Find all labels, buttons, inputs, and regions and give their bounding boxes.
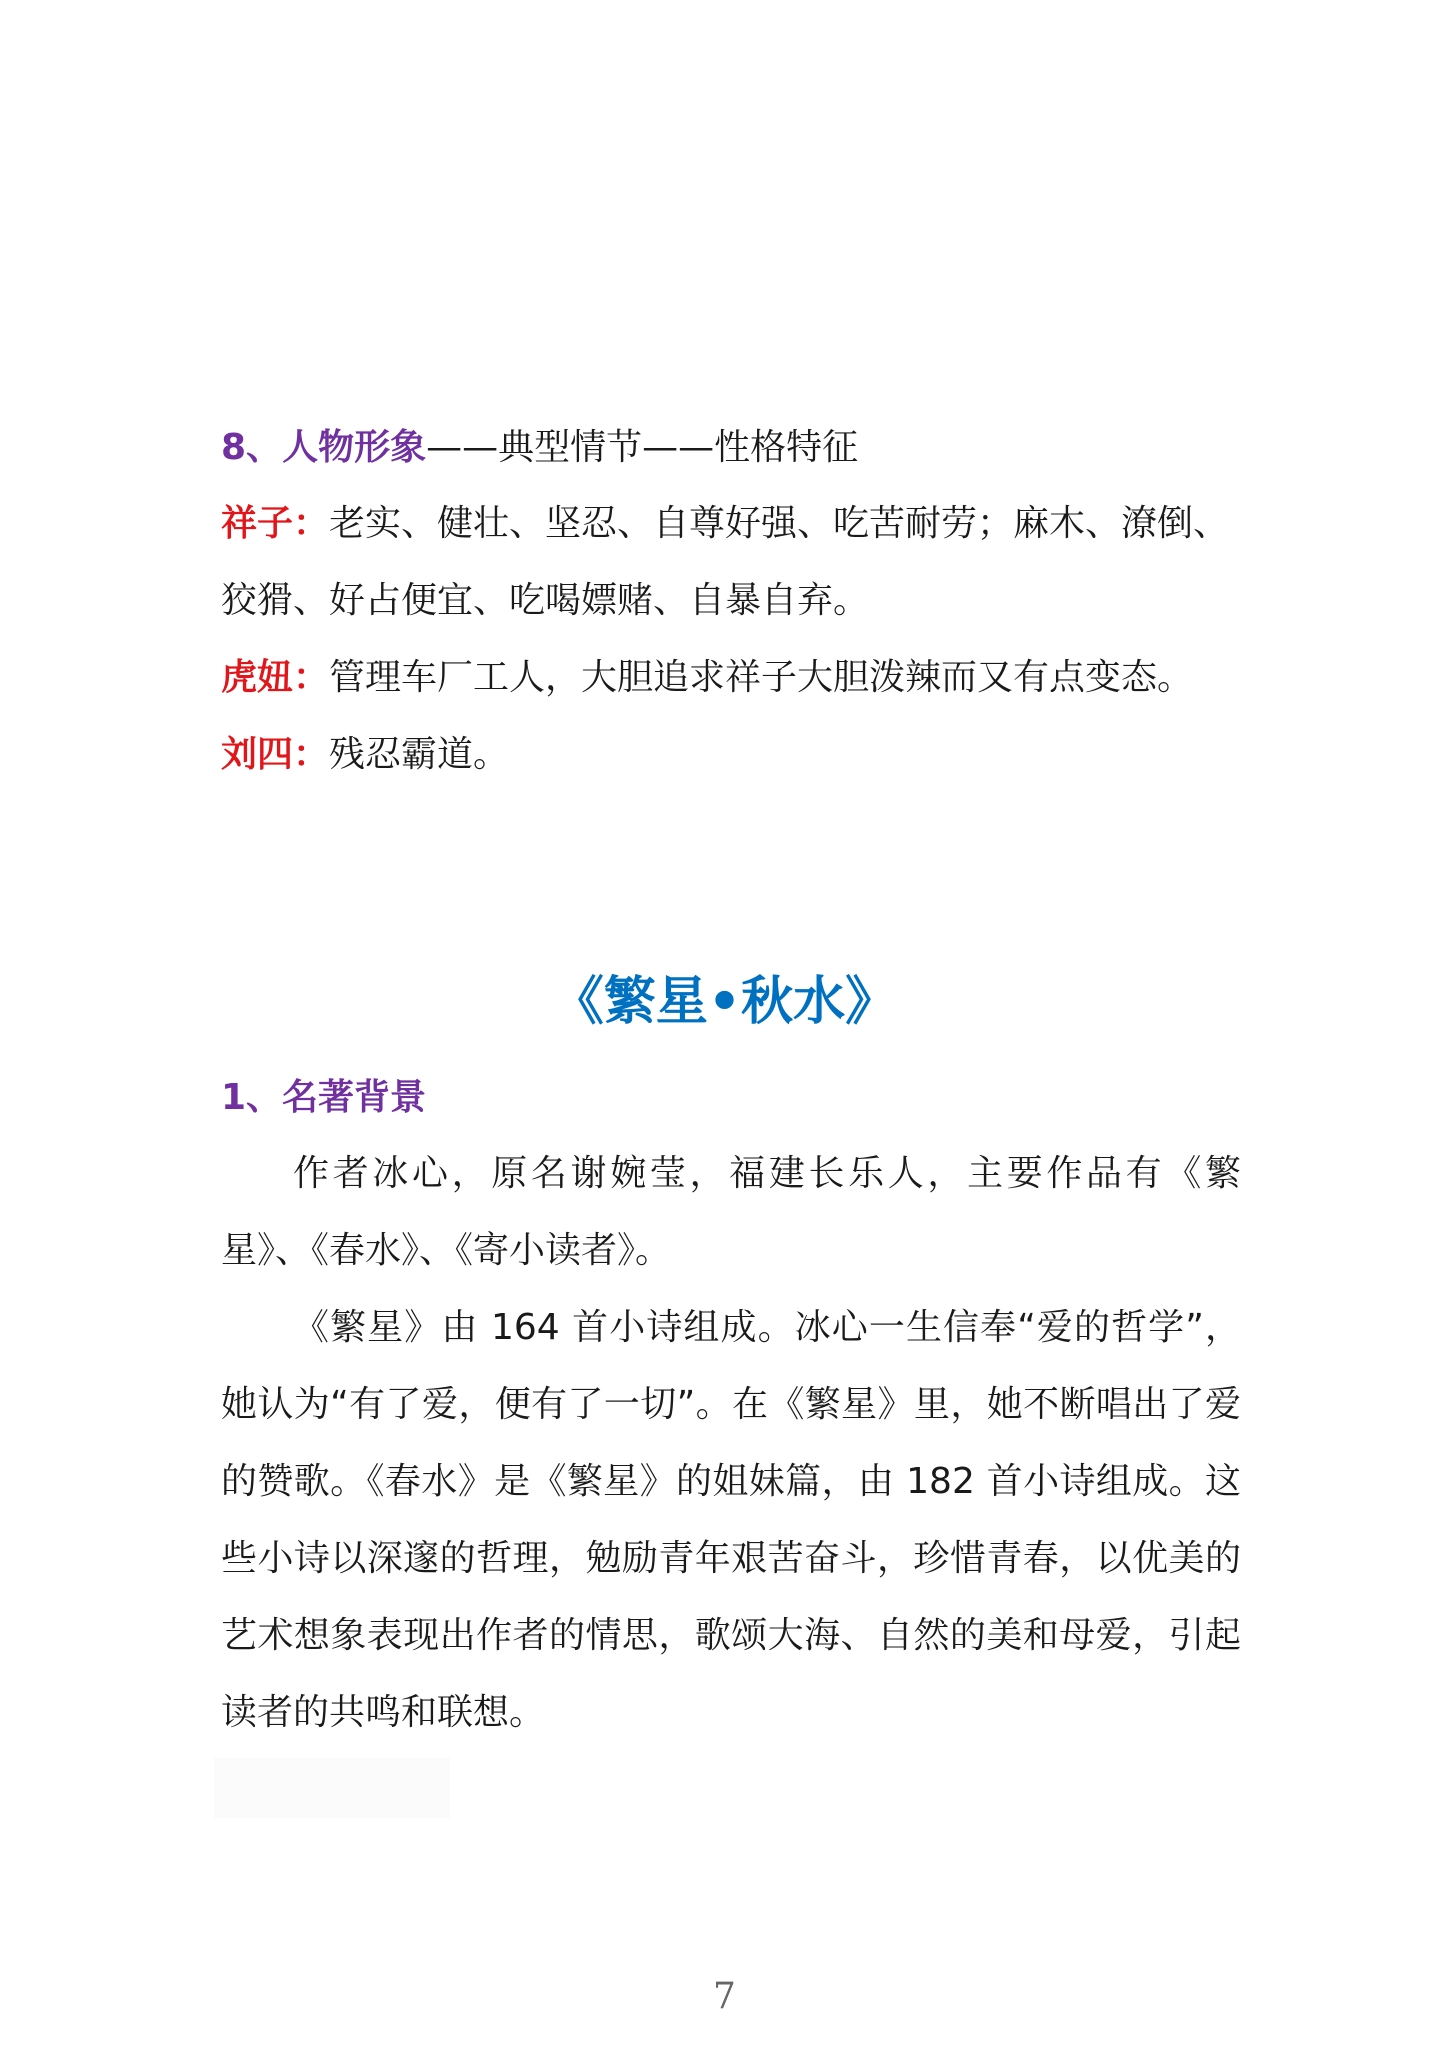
section-8-number: 8、 xyxy=(221,427,283,468)
character-traits-huniu: 管理车厂工人，大胆追求祥子大胆泼辣而又有点变态。 xyxy=(329,657,1194,698)
character-liusi xyxy=(221,735,1241,775)
section-8-subtitle: ——典型情节——性格特征 xyxy=(426,427,859,468)
section-8-title: 人物形象 xyxy=(282,427,427,468)
character-traits-liusi: 残忍霸道。 xyxy=(329,734,510,775)
character-traits-xiangzi-line2: 狡猾、好占便宜、吃喝嫖赌、自暴自弃。 xyxy=(221,580,870,621)
section-1-heading: 1、名著背景 xyxy=(221,1077,427,1118)
page-number: 7 xyxy=(713,1976,736,2017)
character-xiangzi-continued xyxy=(221,581,1241,621)
character-traits-xiangzi-line1: 老实、健壮、坚忍、自尊好强、吃苦耐劳；麻木、潦倒、 xyxy=(329,503,1230,544)
paragraph-fanxing-description: 《繁星》由 164 首小诗组成。冰心一生信奉“爱的哲学”，她认为“有了爱，便有了一切”。在《繁星》里，她不断唱出了爱的赞歌。《春水》是《繁星》的姐妹篇，由 182 首小诗组成。这些小诗以深邃的哲理，勉励青年艰苦奋斗，珍惜青春，以优美的艺术想象表现出作者的情思，歌颂大海、自然的美和母爱，引起读者的共鸣和联想。 xyxy=(221,1307,1241,1733)
paragraph-author-background: 作者冰心，原名谢婉莹，福建长乐人，主要作品有《繁星》、《春水》、《寄小读者》。 xyxy=(221,1153,1241,1271)
character-xiangzi xyxy=(221,504,1241,544)
section-8-heading xyxy=(221,428,1241,468)
character-name-xiangzi: 祥子： xyxy=(221,503,330,544)
character-name-liusi: 刘四： xyxy=(221,734,330,775)
book-title: 《繁星•秋水》 xyxy=(551,972,898,1032)
character-name-huniu: 虎妞： xyxy=(221,657,330,698)
character-huniu xyxy=(221,658,1241,698)
faint-mark xyxy=(214,1758,450,1818)
